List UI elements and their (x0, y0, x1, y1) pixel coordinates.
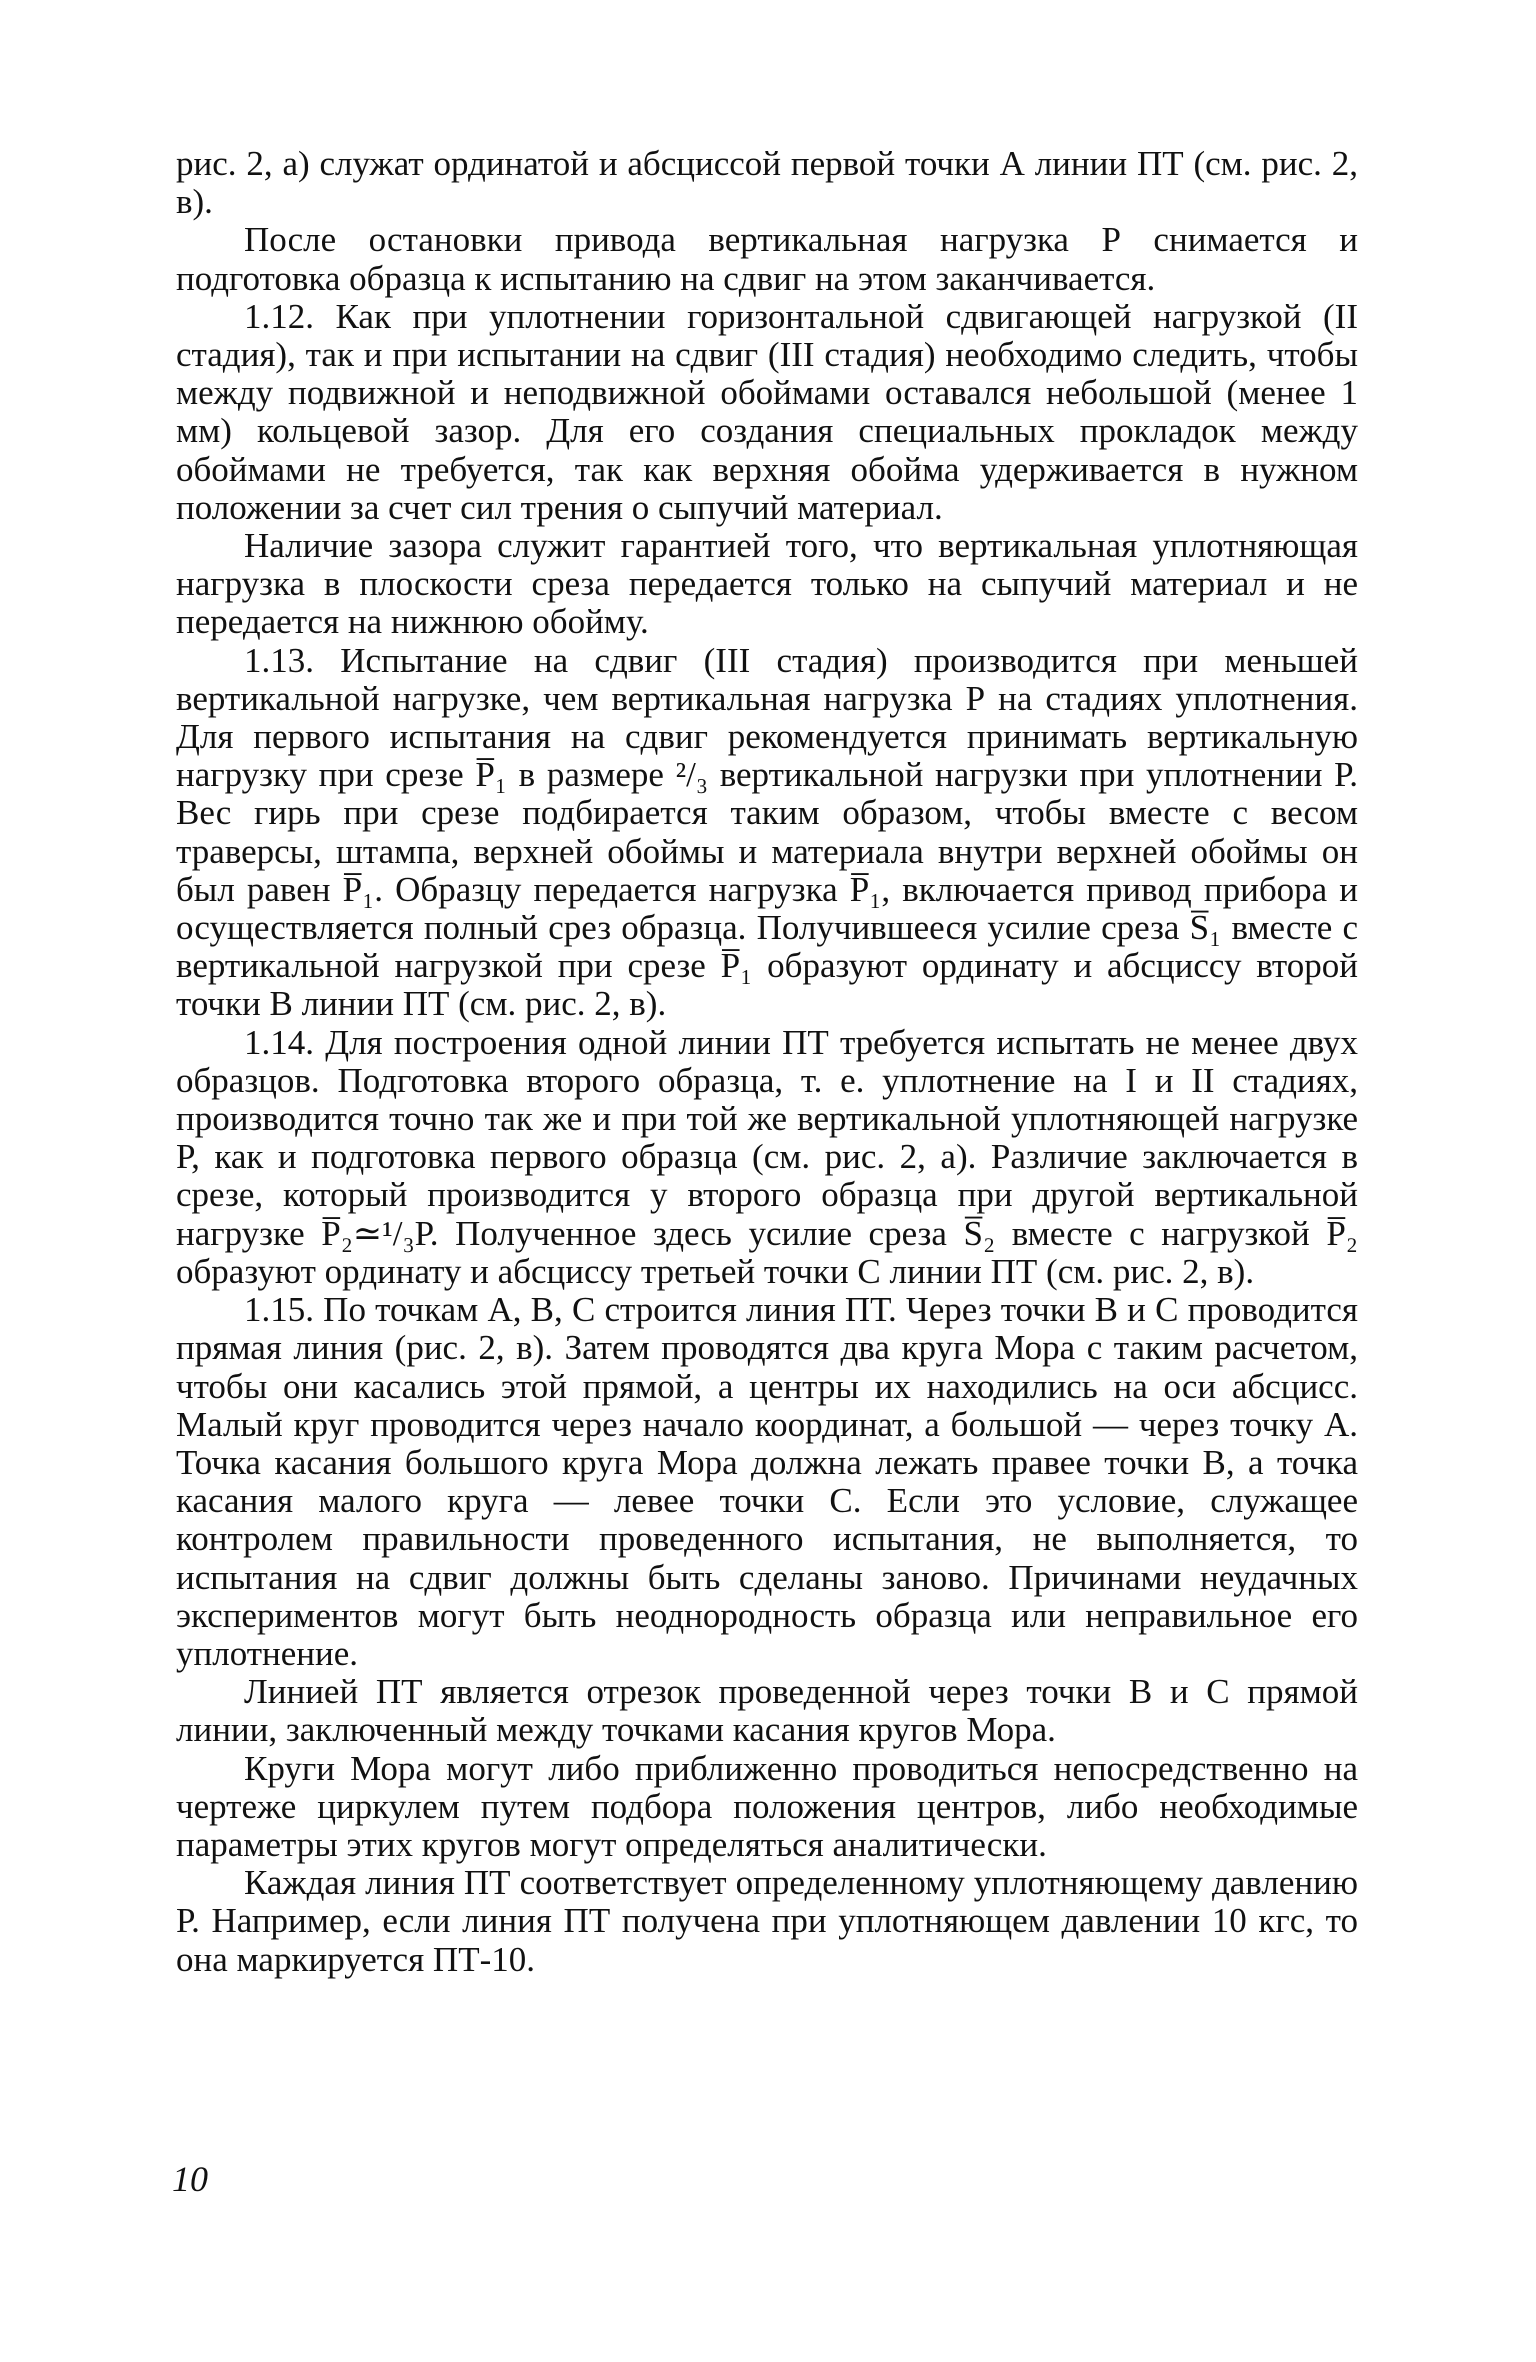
paragraph-gap-guarantee: Наличие зазора служит гарантией того, что вертикальная уплотняющая нагрузка в плоскости среза передается только на сыпучий материал и не передается на нижнюю обойму. (176, 526, 1358, 642)
paragraph-after-drive-stop: После остановки привода вертикальная нагрузка Р снимается и подготовка образца к испытанию на сдвиг на этом заканчивается. (176, 220, 1358, 298)
paragraph-continuation: рис. 2, а) служат ординатой и абсциссой первой точки А линии ПТ (см. рис. 2, в). (176, 144, 1358, 222)
paragraph-section-1-13: 1.13. Испытание на сдвиг (III стадия) производится при меньшей вертикальной нагрузке, чем вертикальная нагрузка Р на стадиях уплотнения. Для первого испытания на сдвиг рекомендуется принимать вертикальную нагрузку при срезе P̅₁ в размере ²/₃ вертикальной нагрузки при уплотнении Р. Вес гирь при срезе подбирается таким образом, чтобы вместе с весом траверсы, штампа, верхней обоймы и материала внутри верхней обоймы он был равен P̅₁. Образцу передается нагрузка P̅₁, включается привод прибора и осуществляется полный срез образца. Получившееся усилие среза S̅₁ вместе с вертикальной нагрузкой при срезе P̅₁ образуют ординату и абсциссу второй точки В линии ПТ (см. рис. 2, в). (176, 640, 1358, 1024)
paragraph-pt-marking: Каждая линия ПТ соответствует определенному уплотняющему давлению Р. Например, если линия ПТ получена при уплотняющем давлении 10 кгс, то она маркируется ПТ-10. (176, 1863, 1358, 1979)
paragraph-mohr-circles: Круги Мора могут либо приближенно проводиться непосредственно на чертеже циркулем путем подбора положения центров, либо необходимые параметры этих кругов могут определяться аналитически. (176, 1748, 1358, 1864)
paragraph-section-1-12: 1.12. Как при уплотнении горизонтальной сдвигающей нагрузкой (II стадия), так и при испытании на сдвиг (III стадия) необходимо следить, чтобы между подвижной и неподвижной обоймами оставался небольшой (менее 1 мм) кольцевой зазор. Для его создания специальных прокладок между обоймами не требуется, так как верхняя обойма удерживается в нужном положении за счет сил трения о сыпучий материал. (176, 296, 1358, 527)
page-number: 10 (172, 2159, 208, 2199)
paragraph-pt-line-definition: Линией ПТ является отрезок проведенной через точки В и С прямой линии, заключенный между точками касания кругов Мора. (176, 1672, 1358, 1750)
paragraph-section-1-15: 1.15. По точкам А, В, С строится линия ПТ. Через точки В и С проводится прямая линия (рис. 2, в). Затем проводятся два круга Мора с таким расчетом, чтобы они касались этой прямой, а центры их находились на оси абсцисс. Малый круг проводится через начало координат, а большой — через точку А. Точка касания большого круга Мора должна лежать правее точки В, а точка касания малого круга — левее точки С. Если это условие, служащее контролем правильности проведенного испытания, не выполняется, то испытания на сдвиг должны быть сделаны заново. Причинами неудачных экспериментов могут быть неоднородность образца или неправильное его уплотнение. (176, 1290, 1358, 1673)
paragraph-section-1-14: 1.14. Для построения одной линии ПТ требуется испытать не менее двух образцов. Подготовка второго образца, т. е. уплотнение на I и II стадиях, производится точно так же и при той же вертикальной уплотняющей нагрузке Р, как и подготовка первого образца (см. рис. 2, а). Различие заключается в срезе, который производится у второго образца при другой вертикальной нагрузке P̅₂≃¹/₃Р. Полученное здесь усилие среза S̅₂ вместе с нагрузкой P̅₂ образуют ординату и абсциссу третьей точки С линии ПТ (см. рис. 2, в). (176, 1022, 1358, 1291)
page-body (176, 145, 1358, 1979)
